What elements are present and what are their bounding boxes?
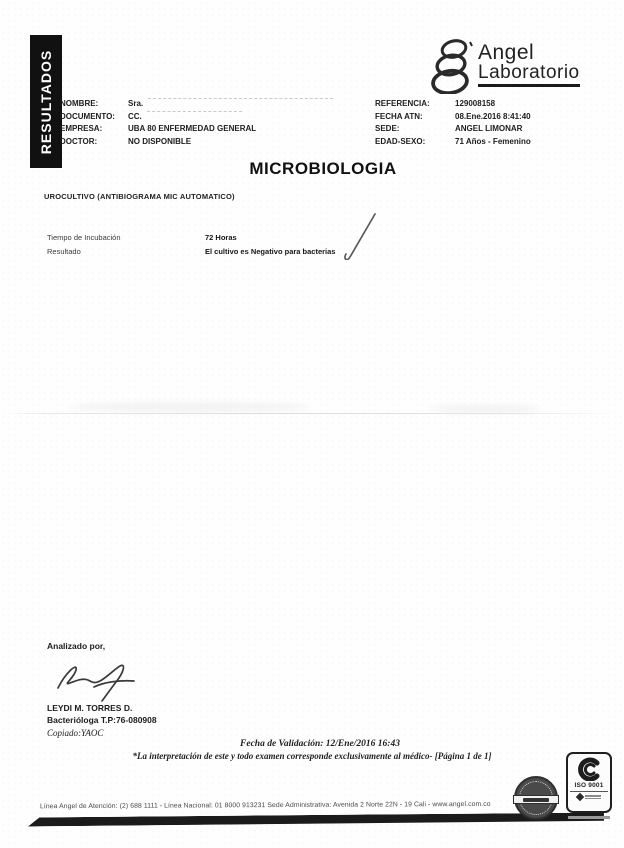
paper-fold-line	[0, 413, 624, 414]
attention-date-row	[375, 111, 605, 124]
seal-band-mark	[523, 798, 549, 802]
scan-smudge	[430, 405, 540, 413]
test-name: UROCULTIVO (ANTIBIOGRAMA MIC AUTOMATICO)	[44, 192, 235, 201]
reference-value: 129008158	[455, 99, 496, 108]
patient-company-row	[60, 123, 360, 136]
seal-band	[513, 795, 559, 804]
results-tab-label: RESULTADOS	[38, 49, 54, 154]
iso-9001-badge	[566, 752, 612, 813]
reference-label: REFERENCIA:	[375, 99, 430, 108]
patient-name-label: NOMBRE:	[60, 99, 99, 108]
redacted-document-marks	[147, 111, 242, 124]
logo-text-laboratorio: Laboratorio	[478, 63, 580, 87]
attention-date-value: 08.Ene.2016 8:41:40	[455, 111, 531, 121]
result-value: El cultivo es Negativo para bacterias	[205, 247, 336, 256]
result-label: Resultado	[47, 247, 81, 256]
patient-doctor-value: NO DISPONIBLE	[128, 136, 192, 146]
signature-icon	[50, 654, 150, 706]
scan-smudge	[70, 402, 310, 412]
age-sex-value: 71 Años - Femenino	[455, 136, 531, 146]
results-side-tab	[30, 35, 62, 168]
pen-checkmark-icon	[339, 204, 381, 260]
angel-laboratorio-logo	[424, 38, 594, 94]
reference-info-block	[375, 98, 605, 148]
incubation-time-label: Tiempo de Incubación	[47, 233, 121, 242]
patient-doctor-label: DOCTOR:	[60, 136, 98, 146]
logo-wordmark	[478, 42, 580, 87]
certification-seal-icon	[514, 776, 558, 820]
footer-bar	[28, 812, 604, 826]
disclaimer-text: *La interpretación de este y todo examen corresponde exclusivamente al médico- [Página 1 de 1]	[132, 751, 492, 761]
patient-name-value: Sra.	[128, 99, 144, 108]
result-row	[47, 245, 335, 259]
iso-9001-label: ISO 9001	[574, 782, 604, 789]
badge-divider	[570, 791, 608, 792]
site-label: SEDE:	[375, 124, 400, 134]
contact-line: Línea Angel de Atención: (2) 688 1111 - Línea Nacional: 01 8000 913231 Sede Administrativa: Avenida 2 Norte 22N - 19 Cali - www.angel.com.co	[39, 800, 491, 811]
patient-document-value: CC.	[128, 111, 142, 121]
mini-text-lines	[585, 795, 601, 799]
diamond-icon	[576, 793, 584, 801]
results-block	[47, 231, 335, 259]
age-sex-row	[375, 136, 605, 149]
analyzed-by-label: Analizado por,	[47, 641, 106, 651]
validation-date: Fecha de Validación: 12/Ene/2016 16:43	[240, 739, 400, 749]
patient-document-row	[60, 111, 360, 124]
analyst-name: LEYDI M. TORRES D.	[47, 703, 133, 713]
patient-document-label: DOCUMENTO:	[60, 111, 115, 121]
patient-doctor-row	[60, 136, 360, 149]
site-row	[375, 123, 605, 136]
reference-row	[375, 98, 605, 111]
section-title: MICROBIOLOGIA	[249, 159, 397, 178]
angel-logo-icon	[424, 38, 478, 94]
analyst-title: Bacterióloga T.P:76-080908	[47, 715, 157, 725]
attention-date-label: FECHA ATN:	[375, 111, 423, 121]
certificate-number-line	[568, 816, 610, 819]
icontec-mini-mark	[577, 794, 601, 800]
logo-text-angel: Angel	[478, 41, 535, 64]
redacted-name-marks	[148, 98, 333, 111]
site-value: ANGEL LIMONAR	[455, 124, 523, 134]
icontec-swirl-icon	[576, 757, 602, 781]
incubation-time-value: 72 Horas	[205, 233, 237, 242]
patient-company-label: EMPRESA:	[60, 124, 103, 134]
age-sex-label: EDAD-SEXO:	[375, 136, 426, 146]
incubation-time-row	[47, 231, 335, 245]
patient-info-block	[60, 98, 360, 148]
patient-name-row	[60, 98, 360, 111]
patient-company-value: UBA 80 ENFERMEDAD GENERAL	[128, 124, 257, 134]
copied-by: Copiado:YAOC	[47, 728, 104, 738]
